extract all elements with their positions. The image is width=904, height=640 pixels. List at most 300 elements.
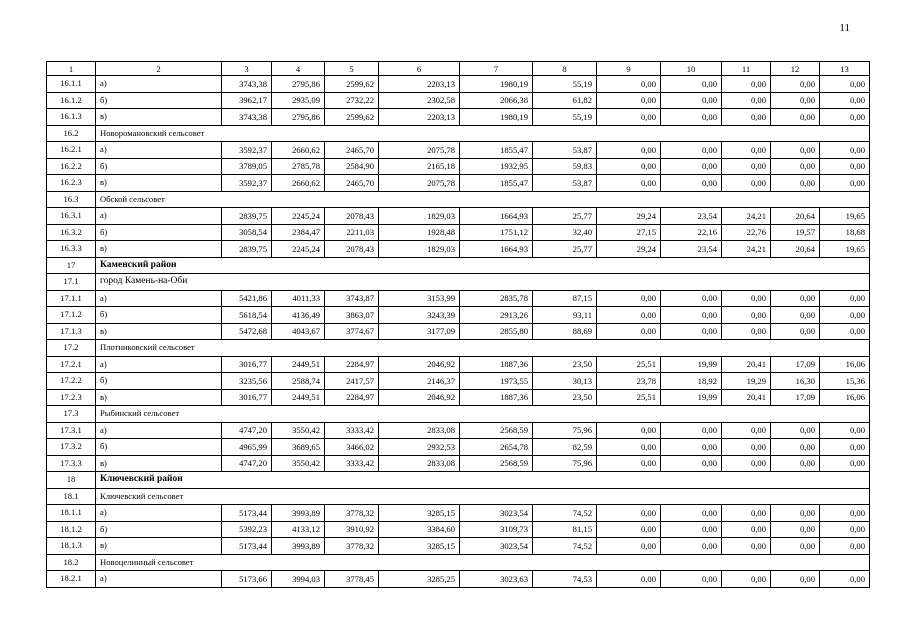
value-cell: 5173,44: [222, 505, 272, 522]
value-cell: 2449,51: [272, 389, 325, 406]
table-row: [47, 422, 870, 439]
row-variant: в): [96, 241, 222, 258]
row-variant: а): [96, 422, 222, 439]
value-cell: 3023,63: [460, 571, 533, 588]
row-code: 16.2.1: [47, 142, 96, 159]
value-cell: 4011,33: [272, 290, 325, 307]
value-cell: 3910,92: [325, 521, 379, 538]
value-cell: 4133,12: [272, 521, 325, 538]
value-cell: 0,00: [661, 142, 722, 159]
value-cell: 2599,62: [325, 76, 379, 93]
value-cell: 0,00: [722, 571, 771, 588]
value-cell: 20,41: [722, 389, 771, 406]
value-cell: 1664,93: [460, 241, 533, 258]
value-cell: 2075,78: [379, 175, 460, 192]
row-code: 16.1.2: [47, 92, 96, 109]
row-variant: а): [96, 142, 222, 159]
section-name: Новоцелинный сельсовет: [96, 554, 870, 571]
value-cell: 2284,97: [325, 356, 379, 373]
value-cell: 1928,48: [379, 224, 460, 241]
value-cell: 16,06: [820, 356, 870, 373]
section-name: Ключевский сельсовет: [96, 488, 870, 505]
table-row: [47, 224, 870, 241]
table-row: [47, 290, 870, 307]
value-cell: 5173,44: [222, 538, 272, 555]
value-cell: 23,50: [533, 389, 597, 406]
value-cell: 82,59: [533, 439, 597, 456]
row-variant: б): [96, 521, 222, 538]
value-cell: 0,00: [597, 571, 661, 588]
value-cell: 1829,03: [379, 208, 460, 225]
value-cell: 0,00: [661, 422, 722, 439]
row-code: 18: [47, 472, 96, 489]
value-cell: 0,00: [722, 538, 771, 555]
value-cell: 3743,38: [222, 109, 272, 126]
value-cell: 0,00: [722, 439, 771, 456]
value-cell: 3778,45: [325, 571, 379, 588]
value-cell: 2855,80: [460, 323, 533, 340]
value-cell: 0,00: [722, 455, 771, 472]
row-variant: а): [96, 290, 222, 307]
value-cell: 3962,17: [222, 92, 272, 109]
district-heading-row: [47, 257, 870, 274]
value-cell: 5421,86: [222, 290, 272, 307]
value-cell: 2078,43: [325, 241, 379, 258]
value-cell: 4965,99: [222, 439, 272, 456]
row-variant: б): [96, 224, 222, 241]
row-code: 17.3: [47, 406, 96, 423]
value-cell: 3016,77: [222, 356, 272, 373]
value-cell: 1980,19: [460, 109, 533, 126]
table-row: [47, 76, 870, 93]
value-cell: 2165,18: [379, 158, 460, 175]
value-cell: 2660,62: [272, 142, 325, 159]
value-cell: 23,54: [661, 241, 722, 258]
row-code: 17.2.1: [47, 356, 96, 373]
value-cell: 5173,66: [222, 571, 272, 588]
column-number-cell: 7: [460, 62, 533, 76]
value-cell: 3235,56: [222, 373, 272, 390]
value-cell: 93,11: [533, 307, 597, 324]
column-number-cell: 11: [722, 62, 771, 76]
table-row: [47, 158, 870, 175]
column-number-cell: 10: [661, 62, 722, 76]
value-cell: 24,21: [722, 208, 771, 225]
value-cell: 2211,03: [325, 224, 379, 241]
row-code: 18.2: [47, 554, 96, 571]
value-cell: 2203,13: [379, 76, 460, 93]
value-cell: 2046,92: [379, 356, 460, 373]
row-variant: в): [96, 109, 222, 126]
value-cell: 1932,95: [460, 158, 533, 175]
value-cell: 2417,57: [325, 373, 379, 390]
value-cell: 0,00: [597, 521, 661, 538]
row-code: 16.2.3: [47, 175, 96, 192]
column-number-cell: 5: [325, 62, 379, 76]
value-cell: 18,92: [661, 373, 722, 390]
column-number-cell: 12: [771, 62, 820, 76]
value-cell: 0,00: [597, 323, 661, 340]
section-heading-row: [47, 488, 870, 505]
value-cell: 3285,15: [379, 538, 460, 555]
column-number-cell: 9: [597, 62, 661, 76]
row-code: 16.2.2: [47, 158, 96, 175]
value-cell: 0,00: [771, 521, 820, 538]
value-cell: 17,09: [771, 356, 820, 373]
row-variant: а): [96, 208, 222, 225]
row-code: 17.3.1: [47, 422, 96, 439]
district-name: Ключевский район: [96, 472, 870, 489]
value-cell: 2245,24: [272, 241, 325, 258]
value-cell: 2795,86: [272, 76, 325, 93]
value-cell: 0,00: [820, 571, 870, 588]
row-variant: б): [96, 158, 222, 175]
table-row: [47, 571, 870, 588]
value-cell: 0,00: [661, 455, 722, 472]
value-cell: 20,64: [771, 208, 820, 225]
value-cell: 0,00: [597, 175, 661, 192]
row-code: 17.1: [47, 274, 96, 291]
value-cell: 0,00: [661, 290, 722, 307]
value-cell: 74,52: [533, 538, 597, 555]
section-heading-row: [47, 340, 870, 357]
row-code: 18.1.2: [47, 521, 96, 538]
value-cell: 1751,12: [460, 224, 533, 241]
table-row: [47, 505, 870, 522]
value-cell: 2913,26: [460, 307, 533, 324]
value-cell: 18,68: [820, 224, 870, 241]
value-cell: 32,40: [533, 224, 597, 241]
value-cell: 22,76: [722, 224, 771, 241]
table-row: [47, 92, 870, 109]
value-cell: 55,19: [533, 109, 597, 126]
value-cell: 0,00: [722, 109, 771, 126]
value-cell: 2935,09: [272, 92, 325, 109]
row-code: 18.1.3: [47, 538, 96, 555]
value-cell: 87,15: [533, 290, 597, 307]
value-cell: 0,00: [661, 571, 722, 588]
value-cell: 2660,62: [272, 175, 325, 192]
table-row: [47, 109, 870, 126]
value-cell: 25,51: [597, 389, 661, 406]
value-cell: 0,00: [722, 92, 771, 109]
value-cell: 15,36: [820, 373, 870, 390]
row-variant: б): [96, 373, 222, 390]
value-cell: 0,00: [820, 439, 870, 456]
column-number-cell: 4: [272, 62, 325, 76]
value-cell: 0,00: [771, 571, 820, 588]
row-variant: а): [96, 76, 222, 93]
row-code: 16.2: [47, 125, 96, 142]
value-cell: 0,00: [597, 538, 661, 555]
table-row: [47, 439, 870, 456]
value-cell: 3384,60: [379, 521, 460, 538]
value-cell: 0,00: [771, 76, 820, 93]
value-cell: 2449,51: [272, 356, 325, 373]
value-cell: 29,24: [597, 241, 661, 258]
value-cell: 1887,36: [460, 389, 533, 406]
value-cell: 0,00: [661, 538, 722, 555]
value-cell: 17,09: [771, 389, 820, 406]
table-row: [47, 538, 870, 555]
section-name: Рыбинский сельсовет: [96, 406, 870, 423]
value-cell: 0,00: [597, 307, 661, 324]
value-cell: 4747,20: [222, 422, 272, 439]
value-cell: 88,69: [533, 323, 597, 340]
value-cell: 27,15: [597, 224, 661, 241]
row-code: 17.2: [47, 340, 96, 357]
value-cell: 3023,54: [460, 538, 533, 555]
value-cell: 3993,89: [272, 505, 325, 522]
value-cell: 3243,39: [379, 307, 460, 324]
value-cell: 0,00: [771, 92, 820, 109]
value-cell: 23,54: [661, 208, 722, 225]
value-cell: 0,00: [661, 323, 722, 340]
value-cell: 16,06: [820, 389, 870, 406]
value-cell: 0,00: [771, 439, 820, 456]
value-cell: 3550,42: [272, 455, 325, 472]
row-code: 18.1: [47, 488, 96, 505]
value-cell: 2568,59: [460, 455, 533, 472]
column-number-cell: 2: [96, 62, 222, 76]
tariff-table: [46, 61, 870, 588]
value-cell: 2284,97: [325, 389, 379, 406]
row-variant: б): [96, 92, 222, 109]
value-cell: 0,00: [771, 455, 820, 472]
row-code: 16.1.3: [47, 109, 96, 126]
row-variant: в): [96, 389, 222, 406]
row-variant: б): [96, 439, 222, 456]
value-cell: 2839,75: [222, 241, 272, 258]
value-cell: 22,16: [661, 224, 722, 241]
value-cell: 0,00: [661, 109, 722, 126]
row-code: 18.2.1: [47, 571, 96, 588]
value-cell: 75,96: [533, 422, 597, 439]
value-cell: 0,00: [722, 76, 771, 93]
row-code: 17: [47, 257, 96, 274]
value-cell: 2245,24: [272, 208, 325, 225]
value-cell: 4043,67: [272, 323, 325, 340]
value-cell: 2384,47: [272, 224, 325, 241]
value-cell: 1664,93: [460, 208, 533, 225]
value-cell: 0,00: [597, 158, 661, 175]
value-cell: 3592,37: [222, 142, 272, 159]
value-cell: 5618,54: [222, 307, 272, 324]
value-cell: 3550,42: [272, 422, 325, 439]
value-cell: 5472,68: [222, 323, 272, 340]
value-cell: 0,00: [771, 538, 820, 555]
column-number-cell: 3: [222, 62, 272, 76]
page-number: 11: [839, 22, 850, 34]
value-cell: 3177,09: [379, 323, 460, 340]
value-cell: 19,57: [771, 224, 820, 241]
district-name: Каменский район: [96, 257, 870, 274]
section-heading-row: [47, 125, 870, 142]
value-cell: 0,00: [820, 92, 870, 109]
value-cell: 3466,02: [325, 439, 379, 456]
value-cell: 0,00: [820, 76, 870, 93]
value-cell: 0,00: [661, 175, 722, 192]
value-cell: 75,96: [533, 455, 597, 472]
row-variant: в): [96, 175, 222, 192]
value-cell: 3109,73: [460, 521, 533, 538]
value-cell: 30,13: [533, 373, 597, 390]
value-cell: 3863,07: [325, 307, 379, 324]
row-code: 18.1.1: [47, 505, 96, 522]
value-cell: 3689,65: [272, 439, 325, 456]
value-cell: 0,00: [597, 439, 661, 456]
value-cell: 2046,92: [379, 389, 460, 406]
value-cell: 0,00: [661, 76, 722, 93]
value-cell: 25,77: [533, 208, 597, 225]
table-row: [47, 175, 870, 192]
value-cell: 2203,13: [379, 109, 460, 126]
value-cell: 2302,58: [379, 92, 460, 109]
row-code: 17.1.2: [47, 307, 96, 324]
table-body: [47, 62, 870, 588]
row-variant: а): [96, 571, 222, 588]
value-cell: 0,00: [722, 505, 771, 522]
value-cell: 2146,37: [379, 373, 460, 390]
value-cell: 0,00: [597, 290, 661, 307]
value-cell: 2465,70: [325, 175, 379, 192]
value-cell: 2654,78: [460, 439, 533, 456]
value-cell: 2833,08: [379, 455, 460, 472]
value-cell: 3023,54: [460, 505, 533, 522]
value-cell: 1855,47: [460, 142, 533, 159]
value-cell: 3743,87: [325, 290, 379, 307]
value-cell: 23,50: [533, 356, 597, 373]
value-cell: 0,00: [597, 109, 661, 126]
town-name: город Камень-на-Оби: [96, 274, 870, 291]
table-row: [47, 323, 870, 340]
value-cell: 53,87: [533, 175, 597, 192]
value-cell: 0,00: [820, 307, 870, 324]
value-cell: 19,99: [661, 356, 722, 373]
section-name: Плотниковский сельсовет: [96, 340, 870, 357]
town-heading-row: [47, 274, 870, 291]
row-variant: в): [96, 538, 222, 555]
value-cell: 2066,38: [460, 92, 533, 109]
value-cell: 0,00: [820, 175, 870, 192]
value-cell: 3153,99: [379, 290, 460, 307]
row-code: 16.1.1: [47, 76, 96, 93]
value-cell: 0,00: [722, 422, 771, 439]
column-number-cell: 8: [533, 62, 597, 76]
value-cell: 1855,47: [460, 175, 533, 192]
value-cell: 0,00: [597, 92, 661, 109]
table-row: [47, 356, 870, 373]
value-cell: 23,78: [597, 373, 661, 390]
value-cell: 0,00: [820, 422, 870, 439]
value-cell: 20,41: [722, 356, 771, 373]
value-cell: 2568,59: [460, 422, 533, 439]
table-row: [47, 389, 870, 406]
value-cell: 0,00: [820, 109, 870, 126]
value-cell: 25,51: [597, 356, 661, 373]
value-cell: 61,82: [533, 92, 597, 109]
value-cell: 2588,74: [272, 373, 325, 390]
value-cell: 0,00: [661, 158, 722, 175]
value-cell: 24,21: [722, 241, 771, 258]
row-variant: б): [96, 307, 222, 324]
value-cell: 0,00: [661, 307, 722, 324]
value-cell: 0,00: [661, 521, 722, 538]
value-cell: 2795,86: [272, 109, 325, 126]
value-cell: 2584,90: [325, 158, 379, 175]
district-heading-row: [47, 472, 870, 489]
value-cell: 0,00: [771, 307, 820, 324]
value-cell: 2833,08: [379, 422, 460, 439]
row-variant: а): [96, 505, 222, 522]
row-code: 17.1.1: [47, 290, 96, 307]
value-cell: 0,00: [722, 290, 771, 307]
value-cell: 53,87: [533, 142, 597, 159]
row-code: 17.2.3: [47, 389, 96, 406]
value-cell: 19,29: [722, 373, 771, 390]
value-cell: 0,00: [597, 422, 661, 439]
value-cell: 2835,78: [460, 290, 533, 307]
value-cell: 0,00: [820, 290, 870, 307]
value-cell: 0,00: [661, 505, 722, 522]
value-cell: 0,00: [771, 175, 820, 192]
row-code: 16.3.1: [47, 208, 96, 225]
value-cell: 2932,53: [379, 439, 460, 456]
row-code: 17.3.3: [47, 455, 96, 472]
value-cell: 55,19: [533, 76, 597, 93]
value-cell: 2078,43: [325, 208, 379, 225]
section-name: Обской сельсовет: [96, 191, 870, 208]
value-cell: 0,00: [771, 290, 820, 307]
value-cell: 3592,37: [222, 175, 272, 192]
value-cell: 3285,25: [379, 571, 460, 588]
value-cell: 3774,67: [325, 323, 379, 340]
table-row: [47, 373, 870, 390]
row-variant: а): [96, 356, 222, 373]
row-code: 17.2.2: [47, 373, 96, 390]
value-cell: 0,00: [771, 505, 820, 522]
value-cell: 19,65: [820, 241, 870, 258]
value-cell: 0,00: [597, 455, 661, 472]
value-cell: 0,00: [820, 455, 870, 472]
value-cell: 2599,62: [325, 109, 379, 126]
value-cell: 1980,19: [460, 76, 533, 93]
row-variant: в): [96, 323, 222, 340]
column-number-cell: 6: [379, 62, 460, 76]
value-cell: 3333,42: [325, 422, 379, 439]
row-code: 17.1.3: [47, 323, 96, 340]
value-cell: 0,00: [771, 109, 820, 126]
value-cell: 0,00: [722, 158, 771, 175]
value-cell: 3778,32: [325, 538, 379, 555]
value-cell: 0,00: [820, 323, 870, 340]
section-heading-row: [47, 406, 870, 423]
value-cell: 2785,78: [272, 158, 325, 175]
value-cell: 4747,20: [222, 455, 272, 472]
table-row: [47, 208, 870, 225]
value-cell: 2732,22: [325, 92, 379, 109]
value-cell: 29,24: [597, 208, 661, 225]
value-cell: 0,00: [820, 142, 870, 159]
value-cell: 74,52: [533, 505, 597, 522]
value-cell: 1829,03: [379, 241, 460, 258]
table-row: [47, 307, 870, 324]
row-variant: в): [96, 455, 222, 472]
value-cell: 0,00: [820, 505, 870, 522]
value-cell: 3789,05: [222, 158, 272, 175]
value-cell: 1973,55: [460, 373, 533, 390]
value-cell: 0,00: [661, 92, 722, 109]
